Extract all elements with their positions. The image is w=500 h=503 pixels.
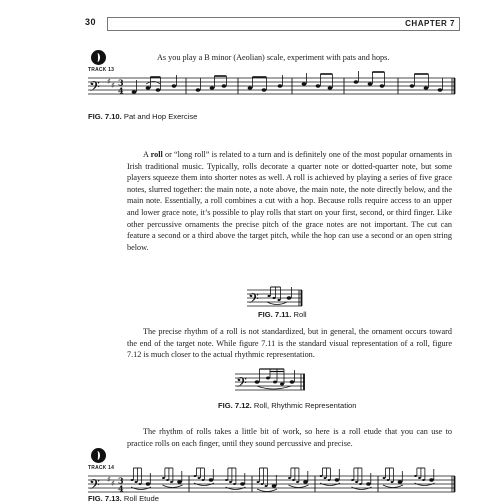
time-signature-top: 3 [118, 475, 124, 486]
figure-title: Pat and Hop Exercise [123, 112, 198, 121]
notes-fig-7-10 [132, 71, 455, 94]
roll-figure [320, 468, 340, 486]
track-14-label: TRACK 14 [88, 465, 115, 471]
roll-figure [414, 468, 434, 486]
roll-term: roll [150, 150, 163, 159]
caption-fig-7-10 [88, 112, 197, 121]
roll-figure [288, 468, 308, 488]
figure-number: FIG. 7.12. [218, 401, 252, 410]
audio-track-icon[interactable] [91, 50, 106, 65]
staff-fig-7-12 [235, 364, 305, 396]
roll-figure [194, 468, 214, 486]
roll-figure [162, 468, 182, 488]
intro-paragraph: As you play a B minor (Aeolian) scale, experiment with pats and hops. [157, 53, 390, 62]
rhythm-paragraph: The precise rhythm of a roll is not standardized, but in general, the ornament occurs toward the end of the target note. While figure 7.11 is the standard visual representation of a roll, figure 7.12 is much closer to the actual rhythmic representation. [127, 327, 452, 360]
header-rule-box [107, 17, 460, 31]
roll-paragraph [127, 149, 452, 253]
caption-fig-7-12 [218, 401, 356, 410]
staff-lines [88, 78, 455, 94]
sharp-icon: ♯ [107, 475, 111, 484]
page-number: 30 [85, 17, 97, 27]
track-13-label: TRACK 13 [88, 67, 115, 73]
etude-paragraph: The rhythm of rolls takes a little bit of work, so here is a roll etude that you can use to practice rolls on each finger, until they sound percussive and precise. [127, 427, 452, 448]
roll-figure [131, 468, 151, 490]
figure-title: Roll [293, 310, 307, 319]
bass-clef-icon: 𝄢 [89, 477, 100, 497]
roll-paragraph-rest: or “long roll” is related to a turn and is definitely one of the most popular ornaments in Irish traditional music. Typically, rolls decorate a quarter note or dotted-quarter note, but some players squeeze them into shorter notes as well. A roll is achieved by playing a series of five grace notes, slurred together: the main note, a note above, the main note, the note directly below, and the main note. Essentially, a roll combines a cut with a hop. Because rolls require access to an upper and lower grace note, it’s possible to play rolls that start on your first, second, or third finger. Like other percussive ornaments the precise pitch of the grace notes are not important. The cut can feature a second or a third above the target pitch, while the hop can use a second or an open string below. [127, 150, 452, 252]
bass-clef-icon: 𝄢 [248, 291, 259, 311]
figure-number: FIG. 7.10. [88, 112, 122, 121]
bass-clef-icon: 𝄢 [236, 375, 247, 395]
chapter-label: CHAPTER 7 [405, 19, 455, 28]
roll-figure [383, 468, 403, 488]
page-header [85, 17, 460, 31]
time-signature-bottom: 4 [118, 483, 124, 494]
roll-paragraph-start: A [143, 150, 151, 159]
sharp-icon: ♯ [111, 479, 115, 488]
caption-fig-7-13 [88, 494, 159, 503]
sharp-icon: ♯ [107, 77, 111, 86]
sharp-icon: ♯ [111, 81, 115, 90]
figure-number: FIG. 7.13. [88, 494, 122, 503]
bass-clef-icon: 𝄢 [89, 79, 100, 99]
figure-title: Roll Etude [123, 494, 159, 503]
roll-figure [225, 468, 245, 490]
caption-fig-7-11 [258, 310, 307, 319]
figure-number: FIG. 7.11. [258, 310, 292, 319]
roll-figure [351, 468, 371, 490]
staff-fig-7-10 [88, 68, 455, 104]
staff-fig-7-11 [247, 282, 302, 312]
figure-title: Roll, Rhythmic Representation [253, 401, 357, 410]
staff-fig-7-13 [88, 466, 455, 496]
time-signature-bottom: 4 [118, 85, 124, 96]
time-signature-top: 3 [118, 77, 124, 88]
audio-track-icon[interactable] [91, 448, 106, 463]
